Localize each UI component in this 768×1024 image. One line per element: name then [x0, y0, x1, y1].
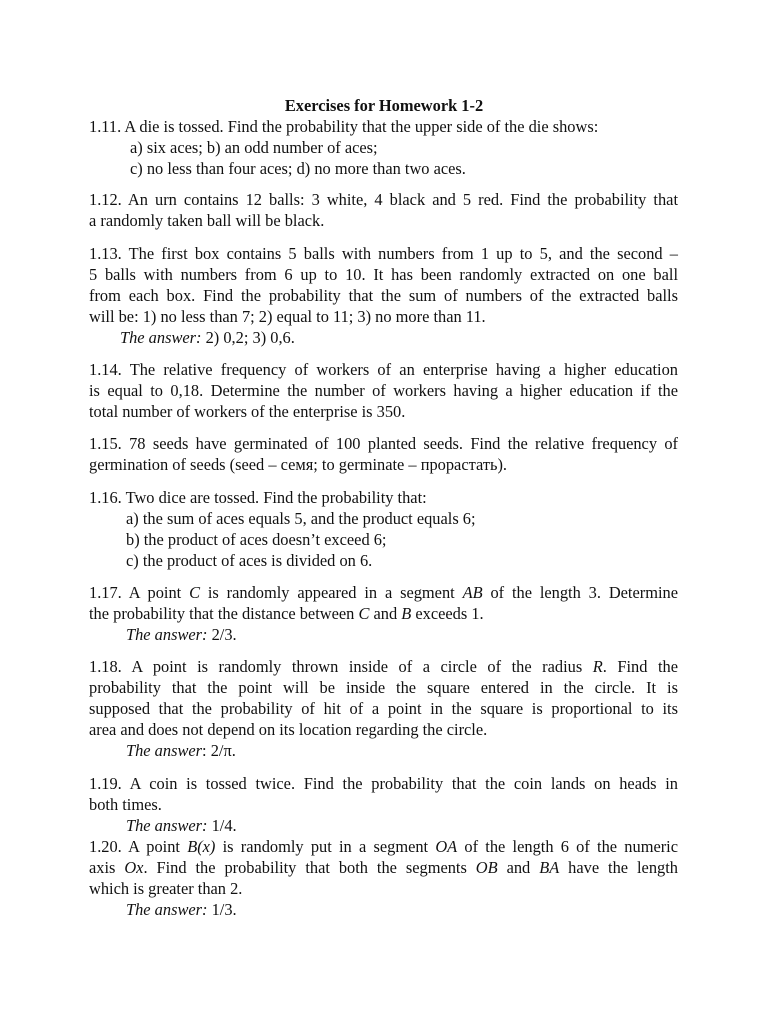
page-title: Exercises for Homework 1-2	[284, 96, 484, 115]
answer-value: 1/4.	[211, 816, 237, 835]
exercise-text: 1.14. The relative frequency of workers of an enterprise having a higher education	[89, 360, 678, 379]
exercise-text: is equal to 0,18. Determine the number of workers having a higher education if the	[89, 381, 678, 400]
exercise-text: 1.17. A point C is randomly appeared in a segment AB of the length 3. Determine	[89, 583, 678, 602]
exercise-text: 1.13. The first box contains 5 balls with numbers from 1 up to 5, and the second –	[89, 244, 678, 263]
exercise-text: axis Ox. Find the probability that both the segments OB and BA have the length	[89, 858, 678, 877]
exercise-text: germination of seeds (seed – семя; to germinate – прорастать).	[89, 455, 508, 474]
exercise-text: supposed that the probability of hit of a point in the square is proportional to its	[89, 699, 678, 718]
exercise-text: will be: 1) no less than 7; 2) equal to 11; 3) no more than 11.	[89, 307, 486, 326]
exercise-text: c) no less than four aces; d) no more than two aces.	[130, 159, 466, 178]
answer-line	[89, 740, 678, 761]
exercise-text: 1.16. Two dice are tossed. Find the probability that:	[89, 488, 427, 507]
exercise-text: c) the product of aces is divided on 6.	[126, 551, 373, 570]
exercise-text: total number of workers of the enterprise is 350.	[89, 402, 406, 421]
exercise-text: 1.11. A die is tossed. Find the probability that the upper side of the die shows:	[89, 117, 599, 136]
answer-label: The answer:	[120, 328, 202, 347]
exercise-text: both times.	[89, 795, 162, 814]
answer-line	[89, 899, 678, 920]
exercise-text: which is greater than 2.	[89, 879, 243, 898]
exercise-text: 1.20. A point B(x) is randomly put in a segment OA of the length 6 of the numeric	[89, 837, 679, 856]
answer-value: 2/3.	[211, 625, 237, 644]
answer-label: The answer:	[126, 900, 208, 919]
exercise-1-16	[89, 487, 678, 571]
exercise-1-14	[89, 359, 678, 422]
exercise-text: area and does not depend on its location regarding the circle.	[89, 720, 488, 739]
answer-value: 2) 0,2; 3) 0,6.	[205, 328, 295, 347]
exercise-1-18	[89, 656, 678, 761]
answer-line	[89, 815, 678, 836]
exercise-text: a) six aces; b) an odd number of aces;	[130, 138, 378, 157]
exercise-text: 1.19. A coin is tossed twice. Find the probability that the coin lands on heads in	[89, 774, 678, 793]
exercise-text: a randomly taken ball will be black.	[89, 211, 325, 230]
answer-label: The answer:	[126, 816, 208, 835]
exercise-1-15	[89, 433, 678, 475]
answer-label: The answer	[126, 741, 203, 760]
exercise-text: 5 balls with numbers from 6 up to 10. It has been randomly extracted on one ball	[89, 265, 678, 284]
exercise-text: the probability that the distance between C and B exceeds 1.	[89, 604, 484, 623]
exercise-text: b) the product of aces doesn’t exceed 6;	[126, 530, 387, 549]
exercise-text: a) the sum of aces equals 5, and the product equals 6;	[126, 509, 476, 528]
exercise-1-17	[89, 582, 678, 645]
exercise-text: from each box. Find the probability that the sum of numbers of the extracted balls	[89, 286, 678, 305]
exercise-text: 1.12. An urn contains 12 balls: 3 white, 4 black and 5 red. Find the probability that	[89, 190, 678, 209]
exercise-text: probability that the point will be inside the square entered in the circle. It is	[89, 678, 678, 697]
exercise-1-12	[89, 189, 678, 231]
answer-line	[89, 624, 678, 645]
exercise-1-19	[89, 773, 678, 836]
answer-line	[89, 327, 678, 348]
exercise-1-13	[89, 243, 678, 348]
answer-value: : 2/π.	[202, 741, 236, 760]
exercise-1-11	[89, 116, 678, 179]
answer-label: The answer:	[126, 625, 208, 644]
exercise-text: 1.15. 78 seeds have germinated of 100 planted seeds. Find the relative frequency of	[89, 434, 678, 453]
exercise-text: 1.18. A point is randomly thrown inside of a circle of the radius R. Find the	[89, 657, 678, 676]
exercise-1-20	[89, 836, 678, 920]
answer-value: 1/3.	[211, 900, 237, 919]
